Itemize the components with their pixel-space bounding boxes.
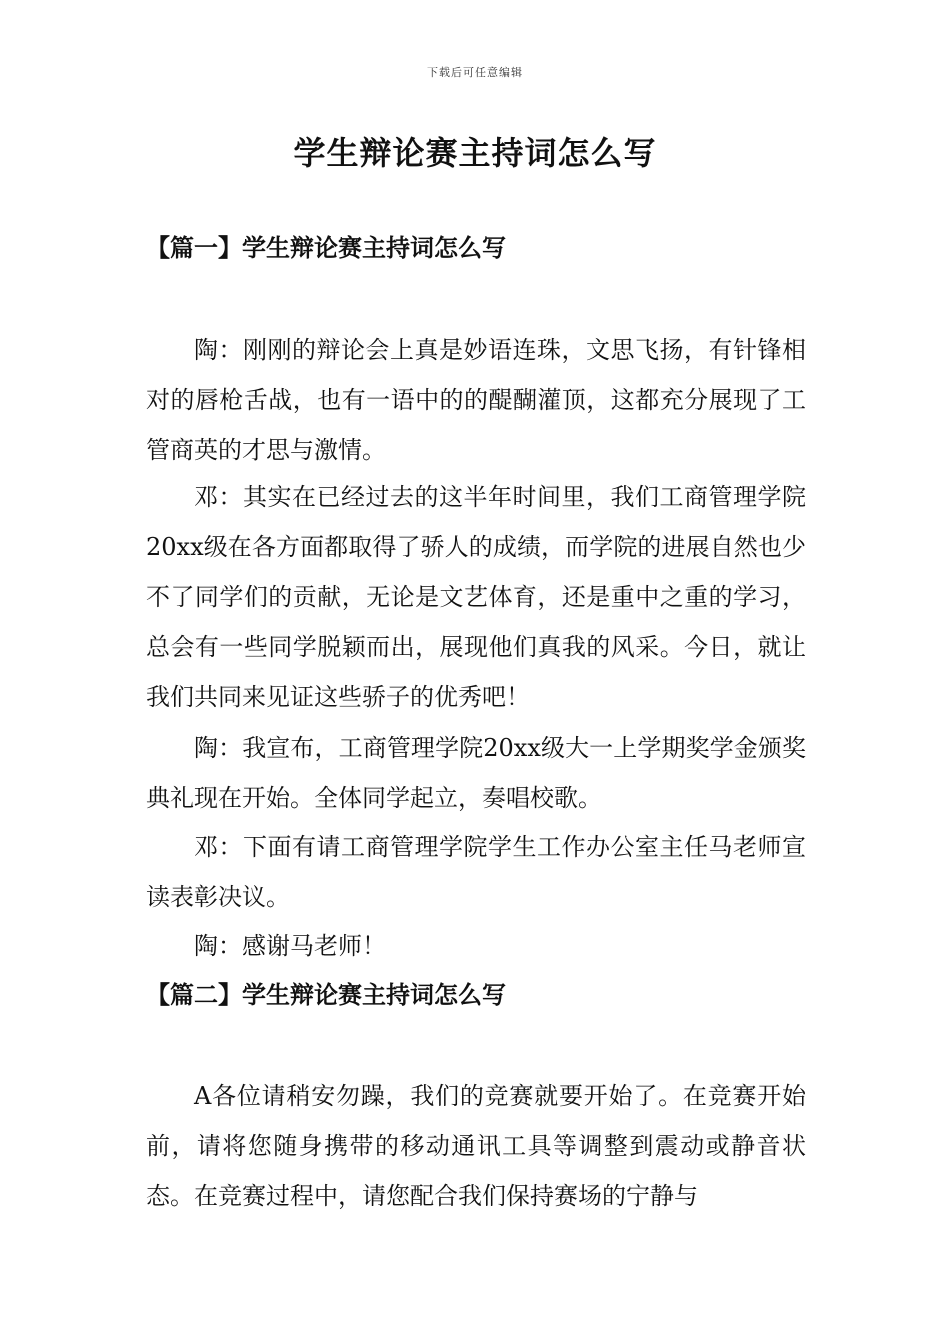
header-note: 下载后可任意编辑 (427, 66, 523, 79)
paragraph: 邓：下面有请工商管理学院学生工作办公室主任马老师宣读表彰决议。 (146, 833, 806, 911)
section-heading-2: 【篇二】学生辩论赛主持词怎么写 (146, 980, 506, 1009)
paragraph: 邓：其实在已经过去的这半年时间里，我们工商管理学院20xx级在各方面都取得了骄人的成绩，而学院的进展自然也少不了同学们的贡献，无论是文艺体育，还是重中之重的学习，总会有一些同学脱颖而出，展现他们真我的风采。今日，就让我们共同来见证这些骄子的优秀吧！ (146, 483, 806, 711)
paragraph: 陶：我宣布，工商管理学院20xx级大一上学期奖学金颁奖典礼现在开始。全体同学起立，奏唱校歌。 (146, 734, 806, 812)
document-title: 学生辩论赛主持词怎么写 (293, 134, 657, 172)
paragraph: A各位请稍安勿躁，我们的竞赛就要开始了。在竞赛开始前，请将您随身携带的移动通讯工具等调整到震动或静音状态。在竞赛过程中，请您配合我们保持赛场的宁静与 (146, 1082, 806, 1210)
paragraph: 陶：感谢马老师！ (194, 932, 386, 960)
paragraph: 陶：刚刚的辩论会上真是妙语连珠，文思飞扬，有针锋相对的唇枪舌战，也有一语中的的醍醐灌顶，这都充分展现了工管商英的才思与激情。 (146, 336, 806, 464)
section-heading-1: 【篇一】学生辩论赛主持词怎么写 (146, 233, 506, 262)
